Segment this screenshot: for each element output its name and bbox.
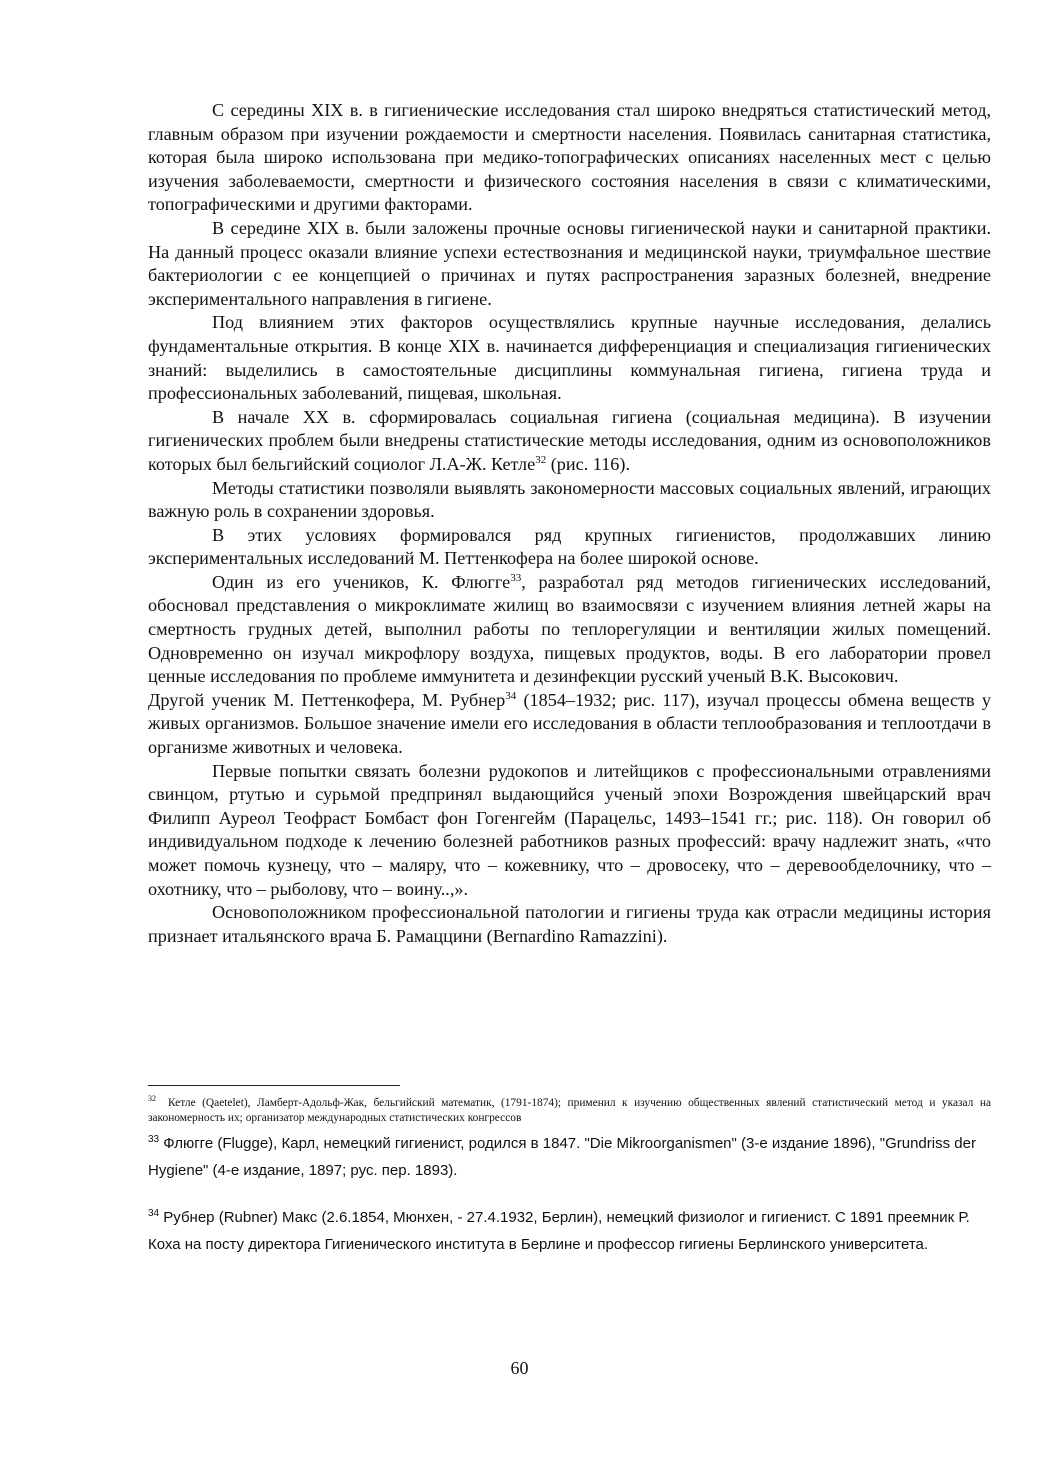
paragraph-8-text-a: Другой ученик М. Петтенкофера, М. Рубнер	[148, 689, 506, 710]
paragraph-7-text-a: Один из его учеников, К. Флюгге	[212, 571, 511, 592]
paragraph-7-text-b: , разработал ряд методов гигиенических исследований, обосновал представления о микроклимате жилищ во взаимосвязи с изучением влияния летней жары на смертность грудных детей, выполнил работы по теплорегуляции и вентиляции жилых помещений. Одновременно он изучал микрофлору воздуха, пищевых продуктов, воды. В его лаборатории провел ценные исследования по проблеме иммунитета и дезинфекции русский ученый В.К. Высокович.	[148, 571, 992, 687]
paragraph-1: С середины XIX в. в гигиенические исследования стал широко внедряться статистический метод, главным образом при изучении рождаемости и смертности населения. Появилась санитарная статистика, которая была широко использована при медико-топографических описаниях населенных мест с целью изучения заболеваемости, смертности и физического состояния населения в связи с климатическими, топографическими и другими факторами.	[148, 100, 991, 215]
footnote-ref-32[interactable]: 32	[535, 453, 547, 466]
paragraph-9: Первые попытки связать болезни рудокопов и литейщиков с профессиональными отравлениями свинцом, ртутью и сурьмой предпринял выдающийся ученый эпохи Возрождения швейцарский врач Филипп Ауреол Теофраст Бомбаст фон Гогенгейм (Парацельс, 1493–1541 гг.; рис. 118). Он говорил об индивидуальном подходе к лечению болезней работников разных профессий: врачу надлежит знать, «что может помочь кузнецу, что – маляру, что – кожевнику, что – дровосеку, что – деревообделочнику, что – охотнику, что – рыболову, что – воину..,».	[148, 760, 991, 899]
paragraph-10: Основоположником профессиональной патологии и гигиены труда как отрасли медицины история признает итальянского врача Б. Рамаццини (Bernardino Ramazzini).	[148, 902, 991, 946]
paragraph-7	[148, 571, 991, 689]
main-text	[148, 99, 991, 948]
footnote-ref-33[interactable]: 33	[510, 571, 522, 584]
paragraph-2: В середине XIX в. были заложены прочные основы гигиенической науки и санитарной практики. На данный процесс оказали влияние успехи естествознания и медицинской науки, триумфальное шествие бактериологии с ее концепцией о причинах и путях распространения заразных болезней, внедрение экспериментального направления в гигиене.	[148, 217, 991, 309]
footnote-33-text: Флюгге (Flugge), Карл, немецкий гигиенист, родился в 1847. "Die Mikroorganismen" (3-е издание 1896), "Grundriss der Hygiene" (4-е издание, 1897; рус. пер. 1893).	[148, 1135, 976, 1179]
footnote-33-number: 33	[148, 1134, 160, 1145]
footnote-33	[148, 1130, 991, 1184]
footnote-34-text: Рубнер (Rubner) Макс (2.6.1854, Мюнхен, - 27.4.1932, Берлин), немецкий физиолог и гигиенист. С 1891 преемник Р. Коха на посту директора Гигиенического института в Берлине и профессор гигиены Берлинского университета.	[148, 1209, 970, 1253]
paragraph-8	[148, 689, 991, 760]
footnote-34-number: 34	[148, 1208, 160, 1219]
footnote-32	[148, 1096, 991, 1126]
paragraph-3: Под влиянием этих факторов осуществлялись крупные научные исследования, делались фундаментальные открытия. В конце XIX в. начинается дифференциация и специализация гигиенических знаний: выделились в самостоятельные дисциплины коммунальная гигиена, гигиена труда и профессиональных заболеваний, пищевая, школьная.	[148, 312, 991, 404]
paragraph-4	[148, 406, 991, 477]
footnote-ref-34[interactable]: 34	[505, 689, 517, 702]
paragraph-8-text-b: (1854–1932; рис. 117), изучал процессы обмена веществ у живых организмов. Большое значение имели его исследования в области теплообразования и теплоотдачи в организме животных и человека.	[148, 689, 991, 758]
paragraph-5: Методы статистики позволяли выявлять закономерности массовых социальных явлений, играющих важную роль в сохранении здоровья.	[148, 477, 991, 522]
footnote-34	[148, 1204, 991, 1258]
footnote-32-number: 32	[148, 1094, 156, 1103]
footnote-divider	[148, 1085, 400, 1086]
footnote-32-text: Кетле (Qaetelet), Ламберт-Адольф-Жак, бельгийский математик, (1791-1874); применил к изучению общественных явлений статистический метод и указал на закономерность их; организатор международных статистических конгрессов	[148, 1097, 991, 1124]
paragraph-4-text-b: (рис. 116).	[546, 453, 631, 474]
paragraph-4-text-a: В начале XX в. сформировалась социальная гигиена (социальная медицина). В изучении гигиенических проблем были внедрены статистические методы исследования, одним из основоположников которых был бельгийский социолог Л.А-Ж. Кетле	[148, 406, 991, 474]
paragraph-6: В этих условиях формировался ряд крупных гигиенистов, продолжавших линию экспериментальных исследований М. Петтенкофера на более широкой основе.	[148, 524, 991, 569]
page-number: 60	[510, 1358, 529, 1378]
